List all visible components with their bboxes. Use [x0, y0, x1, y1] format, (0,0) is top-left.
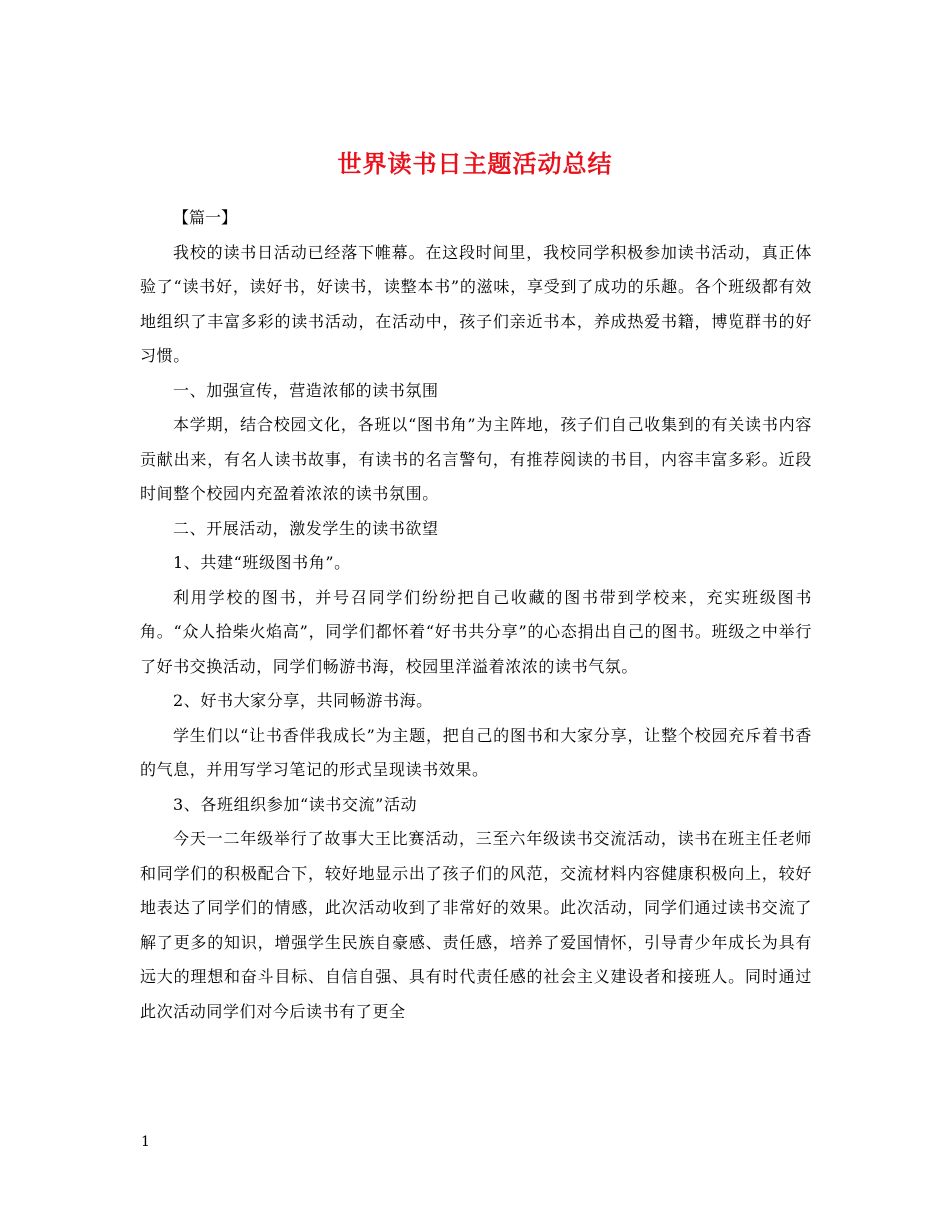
section-label: 【篇一】 — [173, 208, 238, 227]
subheading-exchange: 3、各班组织参加“读书交流”活动 — [173, 794, 418, 814]
paragraph-publicity: 本学期，结合校园文化，各班以“图书角”为主阵地，孩子们自己收集到的有关读书内容贡献出来，有名人读书故事，有读书的名言警句，有推荐阅读的书目，内容丰富多彩。近段时间整个校园内充盈着浓浓的读书氛围。 — [140, 415, 812, 503]
subheading-sharing: 2、好书大家分享，共同畅游书海。 — [173, 691, 433, 710]
subheading-book-corner: 1、共建“班级图书角”。 — [173, 553, 351, 572]
document-title: 世界读书日主题活动总结 — [337, 149, 613, 179]
paragraph-exchange: 今天一二年级举行了故事大王比赛活动，三至六年级读书交流活动，读书在班主任老师和同学们的积极配合下，较好地显示出了孩子们的风范，交流材料内容健康积极向上，较好地表达了同学们的情感，此次活动收到了非常好的效果。此次活动，同学们通过读书交流了解了更多的知识，增强学生民族自豪感、责任感，培养了爱国情怀，引导青少年成长为具有远大的理想和奋斗目标、自信自强、具有时代责任感的社会主义建设者和接班人。同时通过此次活动同学们对今后读书有了更全 — [140, 829, 812, 1021]
document-body — [140, 201, 812, 1029]
paragraph-book-corner: 利用学校的图书，并号召同学们纷纷把自己收藏的图书带到学校来，充实班级图书角。“众人拾柴火焰高”，同学们都怀着“好书共分享”的心态捐出自己的图书。班级之中举行了好书交换活动，同学们畅游书海，校园里洋溢着浓浓的读书气氛。 — [140, 587, 812, 676]
heading-activities: 二、开展活动，激发学生的读书欲望 — [173, 518, 439, 538]
paragraph-intro: 我校的读书日活动已经落下帷幕。在这段时间里，我校同学积极参加读书活动，真正体验了“读书好，读好书，好读书，读整本书”的滋味，享受到了成功的乐趣。各个班级都有效地组织了丰富多彩的读书活动，在活动中，孩子们亲近书本，养成热爱书籍，博览群书的好习惯。 — [140, 242, 812, 365]
paragraph-sharing: 学生们以“让书香伴我成长”为主题，把自己的图书和大家分享，让整个校园充斥着书香的气息，并用写学习笔记的形式呈现读书效果。 — [140, 725, 812, 779]
page-number: 1 — [141, 1134, 150, 1150]
heading-publicity: 一、加强宣传，营造浓郁的读书氛围 — [173, 380, 439, 400]
